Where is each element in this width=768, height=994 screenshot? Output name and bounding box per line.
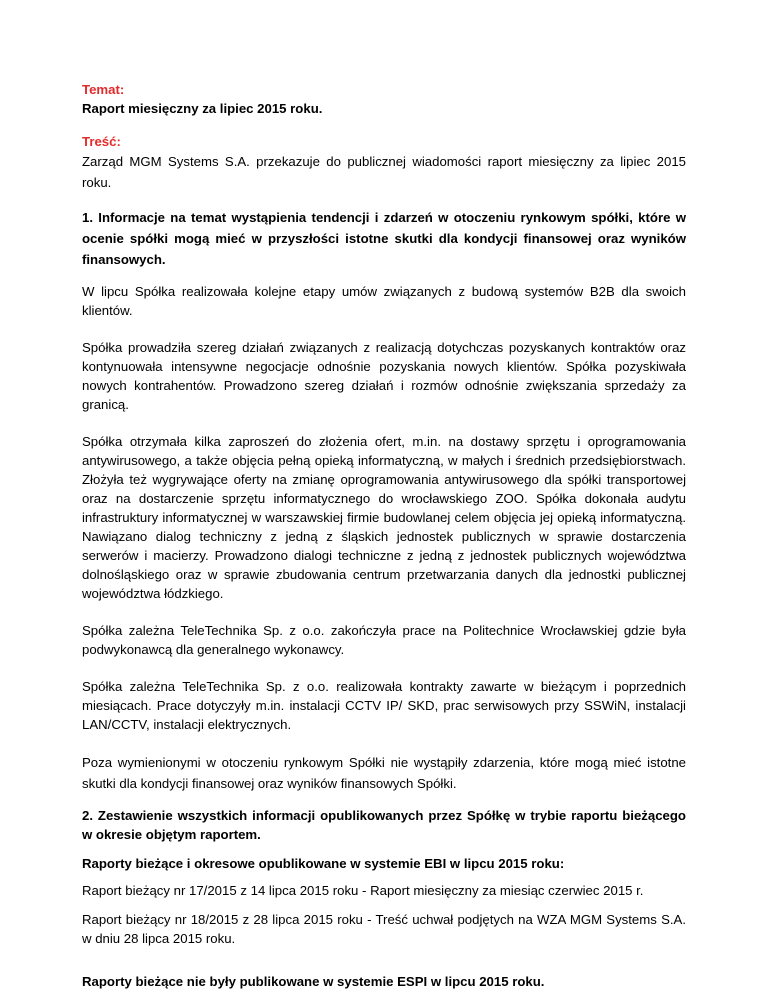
topic-title: Raport miesięczny za lipiec 2015 roku. <box>82 101 323 116</box>
topic-label: Temat: <box>82 82 125 97</box>
intro-paragraph: Zarząd MGM Systems S.A. przekazuje do publicznej wiadomości raport miesięczny za lipiec 2015 roku. <box>82 154 686 190</box>
section2-heading: 2. Zestawienie wszystkich informacji opublikowanych przez Spółkę w trybie raportu bieżącego w okresie objętym raportem. <box>82 808 686 842</box>
section1-paragraph: Spółka otrzymała kilka zaproszeń do złożenia ofert, m.in. na dostawy sprzętu i oprogramowania antywirusowego, a także objęcia pełną opieką informatyczną, w małych i średnich przedsiębiorstwach. Złożyła też wygrywające oferty na zmianę oprogramowania antywirusowego dla spółki transportowej oraz na dostarczenie sprzętu informatycznego do wrocławskiego ZOO. Spółka dokonała audytu infrastruktury informatycznej w warszawskiej firmie budowlanej celem objęcia jej opieką informatyczną. Nawiązano dialog techniczny z jedną z śląskich jednostek publicznych w sprawie dostarczenia serwerów i macierzy. Prowadzono dialogi techniczne z jedną z jednostek publicznych województwa dolnośląskiego oraz w sprawie zbudowania centrum przetwarzania danych dla jednostki publicznej województwa łódzkiego. <box>82 434 686 601</box>
ebi-report-item: Raport bieżący nr 17/2015 z 14 lipca 2015 roku - Raport miesięczny za miesiąc czerwiec 2015 r. <box>82 883 644 898</box>
section1-paragraph: Spółka zależna TeleTechnika Sp. z o.o. realizowała kontrakty zawarte w bieżącym i poprzednich miesiącach. Prace dotyczyły m.in. instalacji CCTV IP/ SKD, prac serwisowych przy SSWiN, instalacji LAN/CCTV, instalacji elektrycznych. <box>82 679 686 732</box>
section1-paragraph: Poza wymienionymi w otoczeniu rynkowym Spółki nie wystąpiły zdarzenia, które mogą mieć istotne skutki dla kondycji finansowej oraz wyników finansowych Spółki. <box>82 755 686 791</box>
ebi-report-item: Raport bieżący nr 18/2015 z 28 lipca 2015 roku - Treść uchwał podjętych na WZA MGM Systems S.A. w dniu 28 lipca 2015 roku. <box>82 912 686 946</box>
section1-paragraph: Spółka prowadziła szereg działań związanych z realizacją dotychczas pozyskanych kontraktów oraz kontynuowała intensywne negocjacje odnośnie pozyskania nowych klientów. Spółka pozyskiwała nowych kontrahentów. Prowadzono szereg działań i rozmów odnośnie zwiększania sprzedaży za granicą. <box>82 340 686 412</box>
section1-heading: 1. Informacje na temat wystąpienia tendencji i zdarzeń w otoczeniu rynkowym spółki, które w ocenie spółki mogą mieć w przyszłości istotne skutki dla kondycji finansowej oraz wyników finansowych. <box>82 210 686 267</box>
section1-paragraph: Spółka zależna TeleTechnika Sp. z o.o. zakończyła prace na Politechnice Wrocławskiej gdzie była podwykonawcą dla generalnego wykonawcy. <box>82 623 686 657</box>
section1-paragraph: W lipcu Spółka realizowała kolejne etapy umów związanych z budową systemów B2B dla swoich klientów. <box>82 284 686 318</box>
content-label: Treść: <box>82 134 121 149</box>
espi-note: Raporty bieżące nie były publikowane w systemie ESPI w lipcu 2015 roku. <box>82 974 545 989</box>
document-page <box>82 80 686 991</box>
ebi-heading: Raporty bieżące i okresowe opublikowane w systemie EBI w lipcu 2015 roku: <box>82 856 565 871</box>
